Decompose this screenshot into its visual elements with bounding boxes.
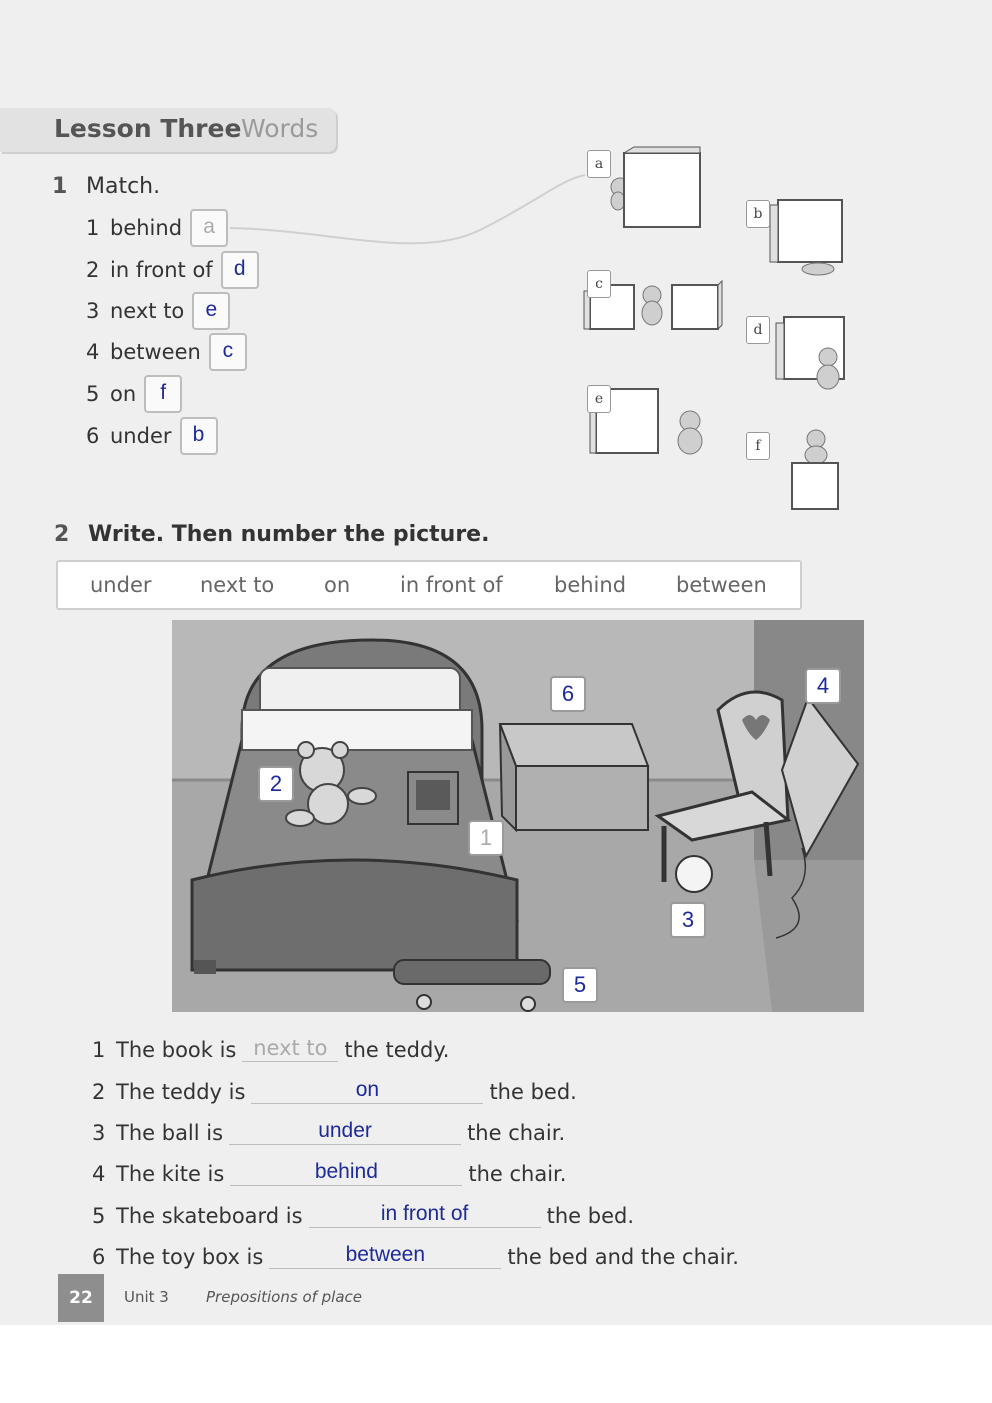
sentence-number: 1 <box>92 1038 106 1062</box>
match-phrase: between <box>110 340 201 364</box>
exercise-2-number: 2 <box>54 522 70 547</box>
picture-label-e: e <box>587 385 611 413</box>
page-margin <box>0 1325 992 1403</box>
picture-label-d: d <box>746 316 770 344</box>
sentence-end: the bed and the chair. <box>507 1245 739 1269</box>
sentence-number: 2 <box>92 1080 106 1104</box>
sentence-1 <box>92 1026 449 1062</box>
picture-number-3[interactable]: 3 <box>670 902 706 938</box>
lesson-title: Lesson Three <box>54 114 242 143</box>
sentence-number: 6 <box>92 1245 106 1269</box>
picture-label-f: f <box>746 432 770 460</box>
picture-d-teddy-in-front-of-box <box>776 317 844 389</box>
sentence-6 <box>92 1233 739 1269</box>
sentence-number: 3 <box>92 1121 106 1145</box>
sentence-end: the chair. <box>468 1162 567 1186</box>
match-pictures <box>580 145 870 525</box>
match-number: 2 <box>86 258 100 282</box>
sentence-answer-field[interactable]: under <box>229 1119 461 1145</box>
match-answer-box[interactable]: e <box>192 292 230 330</box>
match-answer-box[interactable]: b <box>180 417 218 455</box>
picture-number-5[interactable]: 5 <box>562 967 598 1003</box>
word-bank-item: between <box>676 573 767 597</box>
match-phrase: next to <box>110 299 185 323</box>
word-bank-item: behind <box>554 573 627 597</box>
match-phrase: under <box>110 424 172 448</box>
match-number: 3 <box>86 299 100 323</box>
exercise-1-title: Match. <box>86 174 161 199</box>
match-phrase: on <box>110 382 137 406</box>
sentence-start: The book is <box>116 1038 237 1062</box>
sentence-start: The toy box is <box>116 1245 264 1269</box>
sentence-answer-field[interactable]: next to <box>242 1036 338 1062</box>
picture-number-1[interactable]: 1 <box>468 820 504 856</box>
match-number: 6 <box>86 424 100 448</box>
sentence-number: 4 <box>92 1162 106 1186</box>
word-bank-item: in front of <box>400 573 503 597</box>
sentence-end: the bed. <box>546 1204 634 1228</box>
page-number: 22 <box>58 1274 104 1322</box>
sentence-end: the bed. <box>489 1080 577 1104</box>
exercise-1-number: 1 <box>52 174 68 199</box>
match-number: 4 <box>86 340 100 364</box>
match-answer-box[interactable]: a <box>190 209 228 247</box>
sentence-answer-field[interactable]: in front of <box>309 1202 541 1228</box>
picture-label-b: b <box>746 200 770 228</box>
picture-number-4[interactable]: 4 <box>805 668 841 704</box>
picture-number-6[interactable]: 6 <box>550 676 586 712</box>
sentence-answer-field[interactable]: between <box>269 1243 501 1269</box>
sentence-2 <box>92 1068 577 1104</box>
picture-number-2[interactable]: 2 <box>258 766 294 802</box>
lesson-section: Words <box>241 114 319 143</box>
exercise-2-title: Write. Then number the picture. <box>88 522 490 547</box>
bedroom-scene <box>172 620 864 1012</box>
picture-b-teddy-under-box <box>770 200 842 275</box>
word-bank <box>56 560 802 610</box>
word-bank-item: next to <box>200 573 275 597</box>
sentence-start: The kite is <box>116 1162 225 1186</box>
sentence-answer-field[interactable]: on <box>251 1078 483 1104</box>
word-bank-item: under <box>90 573 152 597</box>
match-answer-box[interactable]: d <box>221 251 259 289</box>
sentence-end: the chair. <box>467 1121 566 1145</box>
sentence-start: The teddy is <box>116 1080 246 1104</box>
sentence-answer-field[interactable]: behind <box>230 1160 462 1186</box>
picture-f-teddy-on-box <box>792 430 838 509</box>
ball-under-chair <box>676 856 712 892</box>
match-answer-box[interactable]: f <box>144 375 182 413</box>
sentence-4 <box>92 1150 566 1186</box>
match-number: 1 <box>86 216 100 240</box>
picture-label-a: a <box>587 150 611 178</box>
toy-box <box>500 724 648 830</box>
sentence-3 <box>92 1109 565 1145</box>
match-number: 5 <box>86 382 100 406</box>
sentence-start: The ball is <box>116 1121 224 1145</box>
match-phrase: in front of <box>110 258 213 282</box>
picture-a-teddy-behind-box <box>611 147 700 227</box>
match-answer-box[interactable]: c <box>209 333 247 371</box>
footer-topic: Prepositions of place <box>206 1288 363 1306</box>
sentence-5 <box>92 1192 634 1228</box>
sentence-end: the teddy. <box>344 1038 450 1062</box>
match-phrase: behind <box>110 216 183 240</box>
sentence-start: The skateboard is <box>116 1204 303 1228</box>
footer-unit: Unit 3 <box>124 1288 169 1306</box>
word-bank-item: on <box>324 573 351 597</box>
book-on-bed <box>408 772 458 824</box>
picture-label-c: c <box>587 270 611 298</box>
sentence-number: 5 <box>92 1204 106 1228</box>
